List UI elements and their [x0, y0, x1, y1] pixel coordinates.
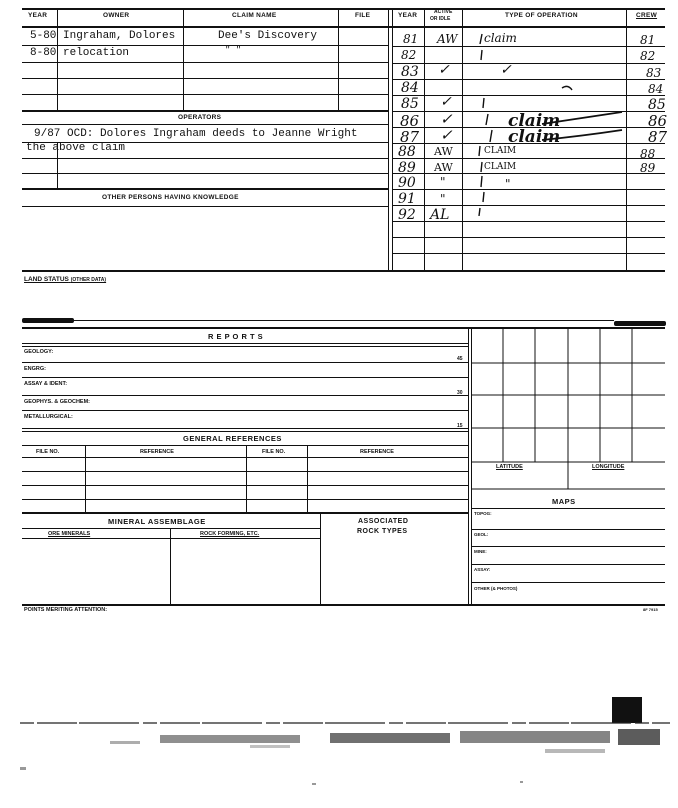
- log-crew: 85: [648, 97, 666, 113]
- row-line: [22, 206, 388, 207]
- log-crew: 84: [648, 82, 664, 96]
- log-type: ✓: [500, 62, 512, 78]
- row-line: [22, 188, 388, 190]
- rule: [22, 538, 320, 539]
- log-crew: 89: [640, 161, 656, 175]
- log-year: 84: [401, 80, 419, 96]
- log-year: 92: [398, 207, 416, 223]
- rule: [22, 528, 320, 529]
- row-line: [22, 62, 388, 63]
- row-line: [22, 45, 388, 46]
- mine-label: MINE:: [474, 549, 487, 554]
- rule: [22, 431, 468, 432]
- reports-title: R E P O R T S: [208, 332, 264, 341]
- claim-entry-2: " ": [225, 45, 242, 55]
- owner-entry-2: 8-80 relocation: [30, 47, 130, 59]
- row-line: [22, 173, 388, 174]
- claim-entry-1: Dee's Discovery: [218, 30, 318, 42]
- log-active: ": [440, 175, 446, 189]
- log-crew: 88: [640, 147, 656, 161]
- row-line: [22, 78, 388, 79]
- file-no-header: FILE NO.: [36, 449, 60, 455]
- tab-mark-right: [614, 321, 666, 326]
- assay-map-label: ASSAY:: [474, 567, 491, 572]
- land-status-text: LAND STATUS: [24, 276, 69, 283]
- tab-mark-left: [22, 318, 74, 323]
- log-active: AW: [437, 32, 458, 46]
- log-active: ": [440, 192, 446, 206]
- log-type: CLAIM: [484, 162, 517, 172]
- num-45: 45: [457, 356, 463, 362]
- log-type: CLAIM: [484, 146, 517, 156]
- rule: [22, 512, 468, 514]
- reference-header: REFERENCE: [140, 449, 174, 455]
- log-year: 89: [398, 160, 416, 176]
- rock-types-label: ROCK TYPES: [357, 528, 408, 535]
- log-crew: 82: [640, 49, 656, 63]
- log-year: 81: [403, 32, 419, 46]
- geol-label: GEOL:: [474, 532, 489, 537]
- log-row-line: [392, 253, 665, 254]
- top-rule: [22, 8, 665, 10]
- general-references-title: GENERAL REFERENCES: [183, 434, 282, 443]
- rule: [22, 428, 468, 429]
- rule: [471, 546, 665, 547]
- log-active: ✓: [438, 62, 450, 78]
- rock-forming-header: ROCK FORMING, ETC.: [200, 531, 260, 537]
- file-no-header-2: FILE NO.: [262, 449, 286, 455]
- col-line: [307, 445, 308, 512]
- log-row-line: [392, 237, 665, 238]
- log-active: ✓: [440, 94, 452, 110]
- rule: [74, 320, 614, 321]
- land-status-sub: (OTHER DATA): [70, 277, 107, 283]
- log-active: AW: [434, 145, 453, 158]
- maps-title: MAPS: [552, 497, 576, 506]
- crew-header: CREW: [636, 12, 658, 19]
- scan-noise: [0, 715, 678, 808]
- rule: [22, 485, 468, 486]
- log-type: claim: [508, 127, 561, 147]
- col-line: [626, 8, 627, 270]
- owner-header: OWNER: [103, 12, 130, 19]
- mineral-assemblage-title: MINERAL ASSEMBLAGE: [108, 517, 206, 526]
- form-number: 8F 7915: [643, 607, 658, 612]
- divider: [57, 8, 58, 26]
- assay-label: ASSAY & IDENT:: [24, 381, 68, 387]
- log-year: 90: [398, 175, 416, 191]
- rule: [22, 410, 468, 411]
- log-crew: 81: [640, 33, 656, 47]
- log-active: ✓: [440, 110, 453, 128]
- operators-title: OPERATORS: [178, 114, 222, 121]
- row-line: [22, 94, 388, 95]
- points-meriting-attention-label: POINTS MERITING ATTENTION:: [24, 607, 108, 613]
- log-active: AL: [430, 207, 450, 223]
- col-line: [392, 8, 393, 270]
- divider: [183, 8, 184, 26]
- col-line: [320, 514, 321, 604]
- longitude-label: LONGITUDE: [592, 464, 625, 470]
- latitude-label: LATITUDE: [496, 464, 523, 470]
- log-crew: 87: [648, 128, 668, 146]
- col-line: [388, 8, 389, 270]
- log-year: 82: [401, 48, 417, 62]
- geophys-label: GEOPHYS. & GEOCHEM:: [24, 399, 91, 405]
- type-header: TYPE OF OPERATION: [505, 12, 578, 19]
- rule: [22, 346, 468, 347]
- col-line: [170, 528, 171, 604]
- rule: [22, 377, 468, 378]
- land-status-label: [24, 276, 106, 283]
- rule: [22, 471, 468, 472]
- col-line: [85, 445, 86, 512]
- row-line: [22, 124, 388, 125]
- reference-header-2: REFERENCE: [360, 449, 394, 455]
- row-line: [22, 110, 388, 112]
- log-type: claim: [484, 31, 517, 45]
- active-header: ACTIVE: [434, 9, 453, 15]
- metallurgical-label: METALLURGICAL:: [24, 414, 73, 420]
- year-header-2: YEAR: [398, 12, 418, 19]
- col-line: [338, 26, 339, 110]
- year-header: YEAR: [28, 12, 48, 19]
- num-15: 15: [457, 423, 463, 429]
- col-line: [468, 327, 469, 604]
- geology-label: GEOLOGY:: [24, 349, 54, 355]
- log-year: 85: [401, 96, 419, 112]
- num-30: 30: [457, 390, 463, 396]
- log-type: ": [505, 177, 511, 191]
- file-header: FILE: [355, 12, 371, 19]
- log-active: AW: [434, 161, 453, 174]
- rule: [471, 508, 665, 509]
- section-rule: [22, 270, 665, 272]
- divider: [338, 8, 339, 26]
- associated-label: ASSOCIATED: [358, 518, 409, 525]
- type-slash-marks: [462, 26, 626, 216]
- log-active: ✓: [440, 126, 453, 144]
- col-line: [246, 445, 247, 512]
- rule: [22, 604, 665, 606]
- row-line: [22, 158, 388, 159]
- log-year: 91: [398, 191, 416, 207]
- log-crew: 83: [646, 66, 662, 80]
- rule: [22, 445, 468, 446]
- idle-header: OR IDLE: [430, 16, 451, 22]
- col-line: [183, 26, 184, 110]
- col-line: [57, 142, 58, 188]
- log-year: 83: [401, 64, 419, 80]
- other-persons-title: OTHER PERSONS HAVING KNOWLEDGE: [102, 194, 239, 201]
- rule: [471, 529, 665, 530]
- rule: [22, 499, 468, 500]
- log-year: 86: [400, 112, 420, 130]
- operators-line-1: 9/87 OCD: Dolores Ingraham deeds to Jeanne Wright: [34, 128, 358, 140]
- topog-label: TOPOG:: [474, 511, 492, 516]
- rule: [22, 362, 468, 363]
- rule: [22, 457, 468, 458]
- ore-minerals-header: ORE MINERALS: [48, 531, 91, 537]
- col-line: [424, 8, 425, 270]
- owner-entry-1: 5-80 Ingraham, Dolores: [30, 30, 176, 42]
- rule: [471, 564, 665, 565]
- rule: [22, 343, 468, 344]
- log-crew: 86: [648, 112, 668, 130]
- log-year: 87: [400, 128, 420, 146]
- claim-name-header: CLAIM NAME: [232, 12, 277, 19]
- rule: [471, 582, 665, 583]
- engrg-label: ENGRG:: [24, 366, 46, 372]
- log-year: 88: [398, 144, 416, 160]
- rule: [22, 395, 468, 396]
- other-photos-label: OTHER (& PHOTOS): [474, 586, 518, 591]
- operators-line-2: the above claim: [26, 142, 126, 154]
- log-type: claim: [508, 111, 561, 131]
